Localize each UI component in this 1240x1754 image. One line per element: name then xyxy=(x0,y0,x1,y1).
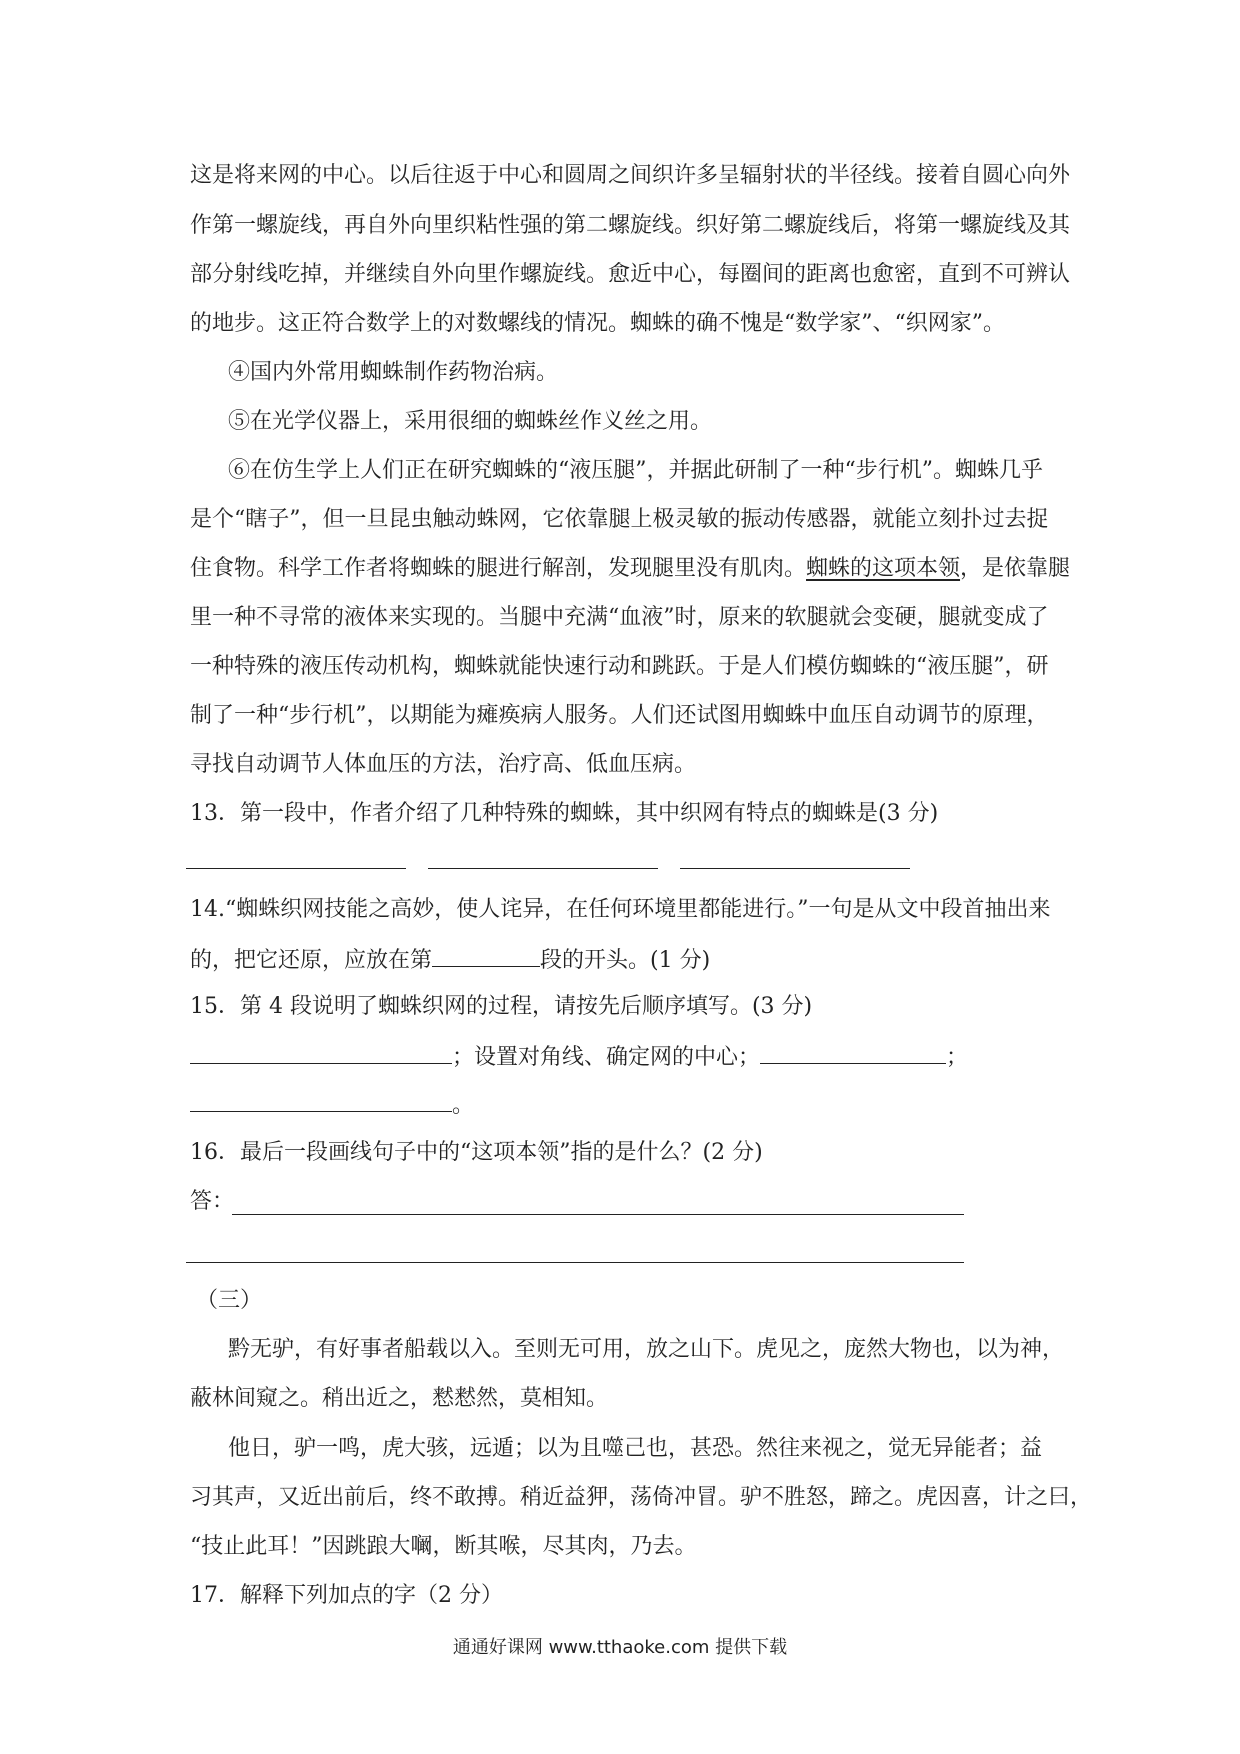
passage-line: 的地步。这正符合数学上的对数螺线的情况。蜘蛛的确不愧是“数学家”、“织网家”。 xyxy=(190,311,1005,336)
passage-line: 寻找自动调节人体血压的方法，治疗高、低血压病。 xyxy=(190,752,697,777)
question-14: 14.“蜘蛛织网技能之高妙，使人诧异，在任何环境里都能进行。”一句是从文中段首抽出来 xyxy=(190,897,1051,922)
passage-line: 部分射线吃掉，并继续自外向里作螺旋线。愈近中心，每圈间的距离也愈密，直到不可辨认 xyxy=(190,262,1071,287)
question-text: 段的开头。(1 分) xyxy=(540,948,711,973)
classical-text-line: 他日，驴一鸣，虎大骇，远遁；以为且噬己也，甚恐。然往来视之，觉无异能者；益 xyxy=(228,1436,1043,1461)
answer-line-16-2[interactable] xyxy=(186,1262,964,1263)
passage-line: 这是将来网的中心。以后往返于中心和圆周之间织许多呈辐射状的半径线。接着自圆心向外 xyxy=(190,163,1071,188)
answer-line-16-1[interactable] xyxy=(232,1214,964,1215)
classical-text-line: 蔽林间窥之。稍出近之，慭慭然，莫相知。 xyxy=(190,1386,609,1411)
question-text: 的，把它还原，应放在第 xyxy=(190,948,433,973)
passage-line: 制了一种“步行机”，以期能为瘫痪病人服务。人们还试图用蜘蛛中血压自动调节的原理， xyxy=(190,703,1049,728)
passage-line: 里一种不寻常的液体来实现的。当腿中充满“血液”时，原来的软腿就会变硬，腿就变成了 xyxy=(190,605,1049,630)
passage-text: ，是依靠腿 xyxy=(960,556,1071,581)
page-footer: 通通好课网 www.tthaoke.com 提供下载 xyxy=(452,1637,788,1658)
answer-blank-15-2[interactable] xyxy=(760,1041,946,1064)
answer-blank-13-3[interactable] xyxy=(680,868,910,869)
question-15-answer-line xyxy=(190,1089,474,1121)
answer-label: 答： xyxy=(190,1189,235,1214)
answer-blank-14[interactable] xyxy=(432,944,540,967)
question-16: 16．最后一段画线句子中的“这项本领”指的是什么？(2 分) xyxy=(190,1140,763,1165)
passage-line xyxy=(190,554,1070,584)
passage-paragraph: ④国内外常用蜘蛛制作药物治病。 xyxy=(228,360,559,385)
answer-blank-13-1[interactable] xyxy=(186,868,406,869)
underlined-phrase: 蜘蛛的这项本领 xyxy=(806,556,961,581)
passage-text: 住食物。科学工作者将蜘蛛的腿进行解剖，发现腿里没有肌肉。 xyxy=(190,556,807,581)
answer-blank-13-2[interactable] xyxy=(428,868,658,869)
passage-line: ⑥在仿生学上人们正在研究蜘蛛的“液压腿”，并据此研制了一种“步行机”。蜘蛛几乎 xyxy=(228,458,1043,483)
question-17: 17．解释下列加点的字（2 分） xyxy=(190,1583,503,1608)
question-15: 15．第 4 段说明了蜘蛛织网的过程，请按先后顺序填写。(3 分) xyxy=(190,994,813,1019)
question-15-answer-line xyxy=(190,1041,968,1073)
classical-text-line: “技止此耳！”因跳踉大㘎，断其喉，尽其肉，乃去。 xyxy=(190,1534,697,1559)
question-14-line2 xyxy=(190,944,710,976)
answer-blank-15-1[interactable] xyxy=(190,1041,452,1064)
classical-text-line: 习其声，又近出前后，终不敢搏。稍近益狎，荡倚冲冒。驴不胜怒，蹄之。虎因喜，计之曰， xyxy=(190,1485,1093,1510)
section-heading: （三） xyxy=(196,1288,263,1313)
question-text: ； xyxy=(946,1045,969,1070)
passage-line: 一种特殊的液压传动机构，蜘蛛就能快速行动和跳跃。于是人们模仿蜘蛛的“液压腿”，研 xyxy=(190,654,1049,679)
question-13: 13．第一段中，作者介绍了几种特殊的蜘蛛，其中织网有特点的蜘蛛是(3 分) xyxy=(190,801,939,826)
classical-text-line: 黔无驴，有好事者船载以入。至则无可用，放之山下。虎见之，庞然大物也，以为神， xyxy=(228,1337,1065,1362)
passage-line: 是个“瞎子”，但一旦昆虫触动蛛网，它依靠腿上极灵敏的振动传感器，就能立刻扑过去捉 xyxy=(190,507,1049,532)
answer-blank-15-3[interactable] xyxy=(190,1089,452,1112)
passage-paragraph: ⑤在光学仪器上，采用很细的蜘蛛丝作义丝之用。 xyxy=(228,409,713,434)
question-text: 。 xyxy=(452,1093,475,1118)
question-text: ；设置对角线、确定网的中心； xyxy=(452,1045,761,1070)
passage-line: 作第一螺旋线，再自外向里织粘性强的第二螺旋线。织好第二螺旋线后，将第一螺旋线及其 xyxy=(190,213,1071,238)
